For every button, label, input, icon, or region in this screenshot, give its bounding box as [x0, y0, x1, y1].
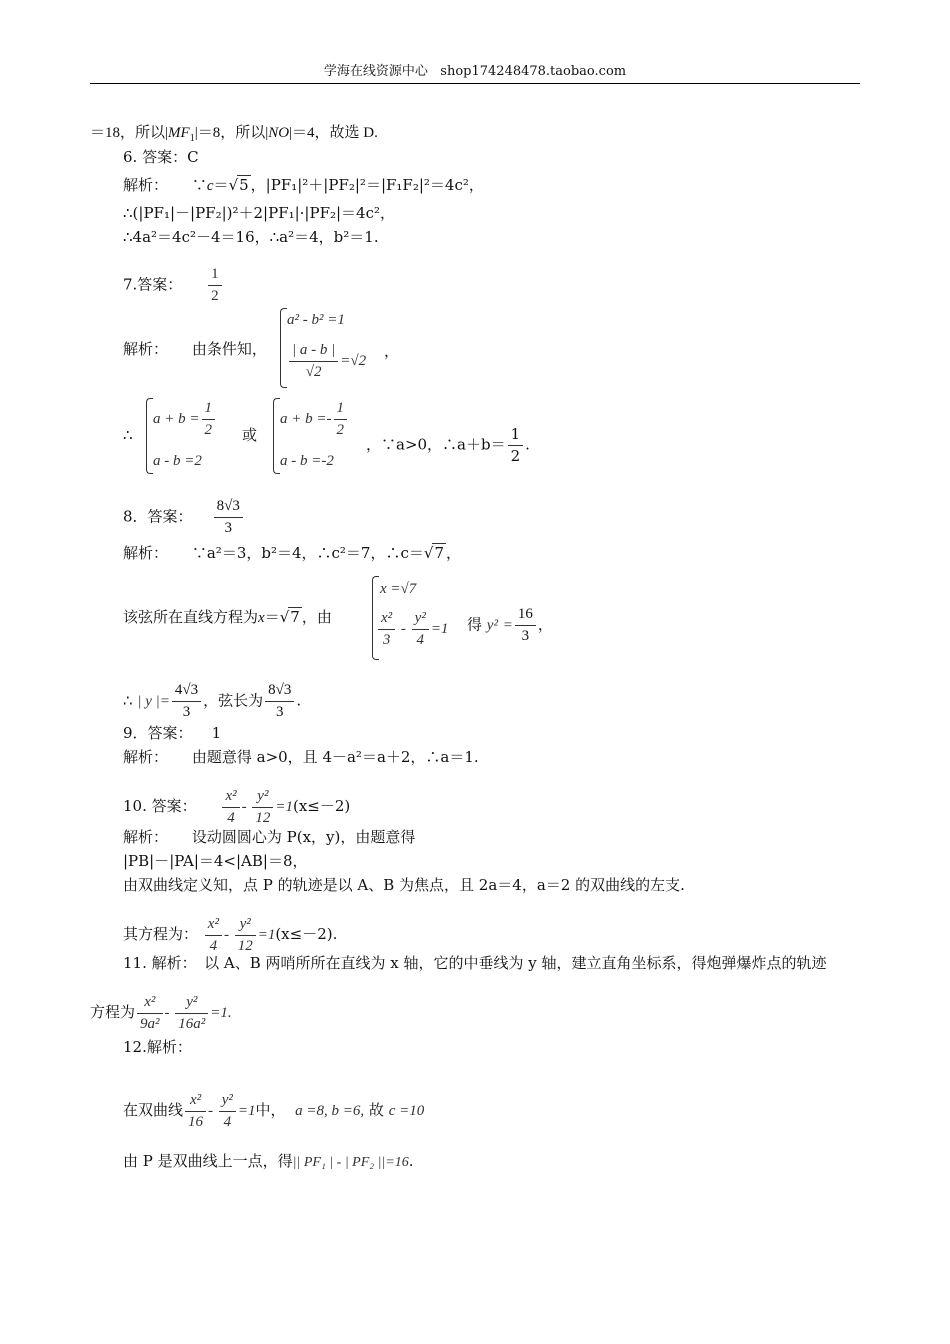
q6-analysis-line1: 解析： ∵c＝√5 ，|PF₁|²＋|PF₂|²＝|F₁F₂|²＝4c²，	[123, 176, 484, 194]
q7-system-brace	[280, 308, 287, 388]
q6-answer: 6. 答案：C	[123, 148, 199, 166]
q7-therefore: ∴	[123, 426, 133, 444]
q7-comma: ，	[384, 342, 400, 360]
q7-case1-eq1: a + b = $\frac{1}{2}$	[153, 398, 217, 441]
q6-analysis-line2: ∴(|PF₁|－|PF₂|)²＋2|PF₁|·|PF₂|＝4c²，	[123, 204, 396, 222]
q7-result: ，∵a>0，∴a＋b＝ $\frac{1}{2}$ .	[366, 425, 530, 465]
q9-answer: 9．答案： 1	[123, 724, 222, 742]
q7-case1-brace	[146, 398, 153, 474]
q10-analysis-line1: 解析： 设动圆圆心为 P(x，y)，由题意得	[123, 828, 416, 846]
q12-line2: 由 P 是双曲线上一点，得|| PF₁ | - | PF₂ ||=16.	[123, 1152, 414, 1170]
q8-answer: 8．答案： $\frac{8√3}{3}$	[123, 496, 245, 539]
q12-label: 12.解析：	[123, 1038, 192, 1056]
q8-system-eq2: $\frac{\text{x²}}{3}$ - $\frac{\text{y²}}{4}$ =1	[376, 608, 448, 651]
q7-system-eq1: a² - b² =1	[287, 312, 345, 328]
header-shop: shop174248478.taobao.com	[440, 64, 627, 79]
q8-analysis-line1: 解析： ∵a²＝3，b²＝4，∴c²＝7，∴c＝√7 ，	[123, 544, 462, 562]
q5-tail-line: ＝18，所以$|MF_1|=8$，所以|NO|＝4，故选 D.	[90, 125, 378, 144]
q7-system-eq2: $\frac{| a - b |}{√2}$ =√2	[287, 340, 366, 383]
q10-analysis-line3: 由双曲线定义知，点 P 的轨迹是以 A、B 为焦点，且 2a＝4，a＝2 的双曲线的左支.	[123, 876, 685, 894]
q8-analysis-line2: 该弦所在直线方程为x＝√7 ，由	[123, 608, 332, 626]
q9-analysis: 解析： 由题意得 a>0，且 4－a²＝a＋2，∴a＝1.	[123, 748, 479, 766]
q7-answer-fraction: $\frac{1}{2}$	[208, 264, 222, 307]
q7-case2-eq1: a + b =- $\frac{1}{2}$	[280, 398, 349, 441]
q7-analysis-label: 解析： 由条件知，	[123, 340, 267, 358]
header-site: 学海在线资源中心	[323, 64, 428, 79]
q10-analysis-line2: |PB|－|PA|＝4<|AB|＝8，	[123, 852, 308, 870]
q10-analysis-line4: 其方程为： $\frac{\text{x²}}{4}$ - $\frac{\text{y²}}{12}$ =1(x≤－2).	[123, 916, 338, 954]
q6-analysis-line3: ∴4a²＝4c²－4＝16，∴a²＝4，b²＝1.	[123, 228, 379, 246]
q10-answer: 10. 答案： $\frac{\text{x²}}{4}$ - $\frac{\text{y²}}{12}$ =1(x≤－2)	[123, 788, 351, 826]
q8-result: 得 y² = $\frac{16}{3}$ ，	[467, 606, 553, 644]
q8-analysis-line3: ∴ | y |= $\frac{4√3}{3}$ ，弦长为 $\frac{8√3}{3}$ .	[123, 682, 302, 720]
page-header	[90, 62, 860, 82]
q12-line1: 在双曲线 $\frac{\text{x²}}{16}$ - $\frac{\text{y²}}{4}$ =1中， a =8, b =6, 故 c =10	[123, 1092, 425, 1130]
q7-case2-eq2: a - b =-2	[280, 453, 334, 469]
q7-case1-eq2: a - b =2	[153, 453, 202, 469]
q7-case2-brace	[273, 398, 280, 474]
q7-or: 或	[242, 426, 258, 444]
header-rule	[90, 83, 860, 84]
q7-answer: 7.答案： $\frac{1}{2}$	[123, 264, 224, 307]
q11-line2: 方程为 $\frac{\text{x²}}{\text{9a²}}$ - $\frac{\text{y²}}{\text{16a²}}$ =1.	[90, 994, 232, 1032]
q11-line1: 11. 解析： 以 A、B 两哨所所在直线为 x 轴，它的中垂线为 y 轴，建立直角坐标系，得炮弹爆炸点的轨迹	[123, 954, 827, 972]
q8-system-eq1: x =√7	[380, 581, 417, 597]
